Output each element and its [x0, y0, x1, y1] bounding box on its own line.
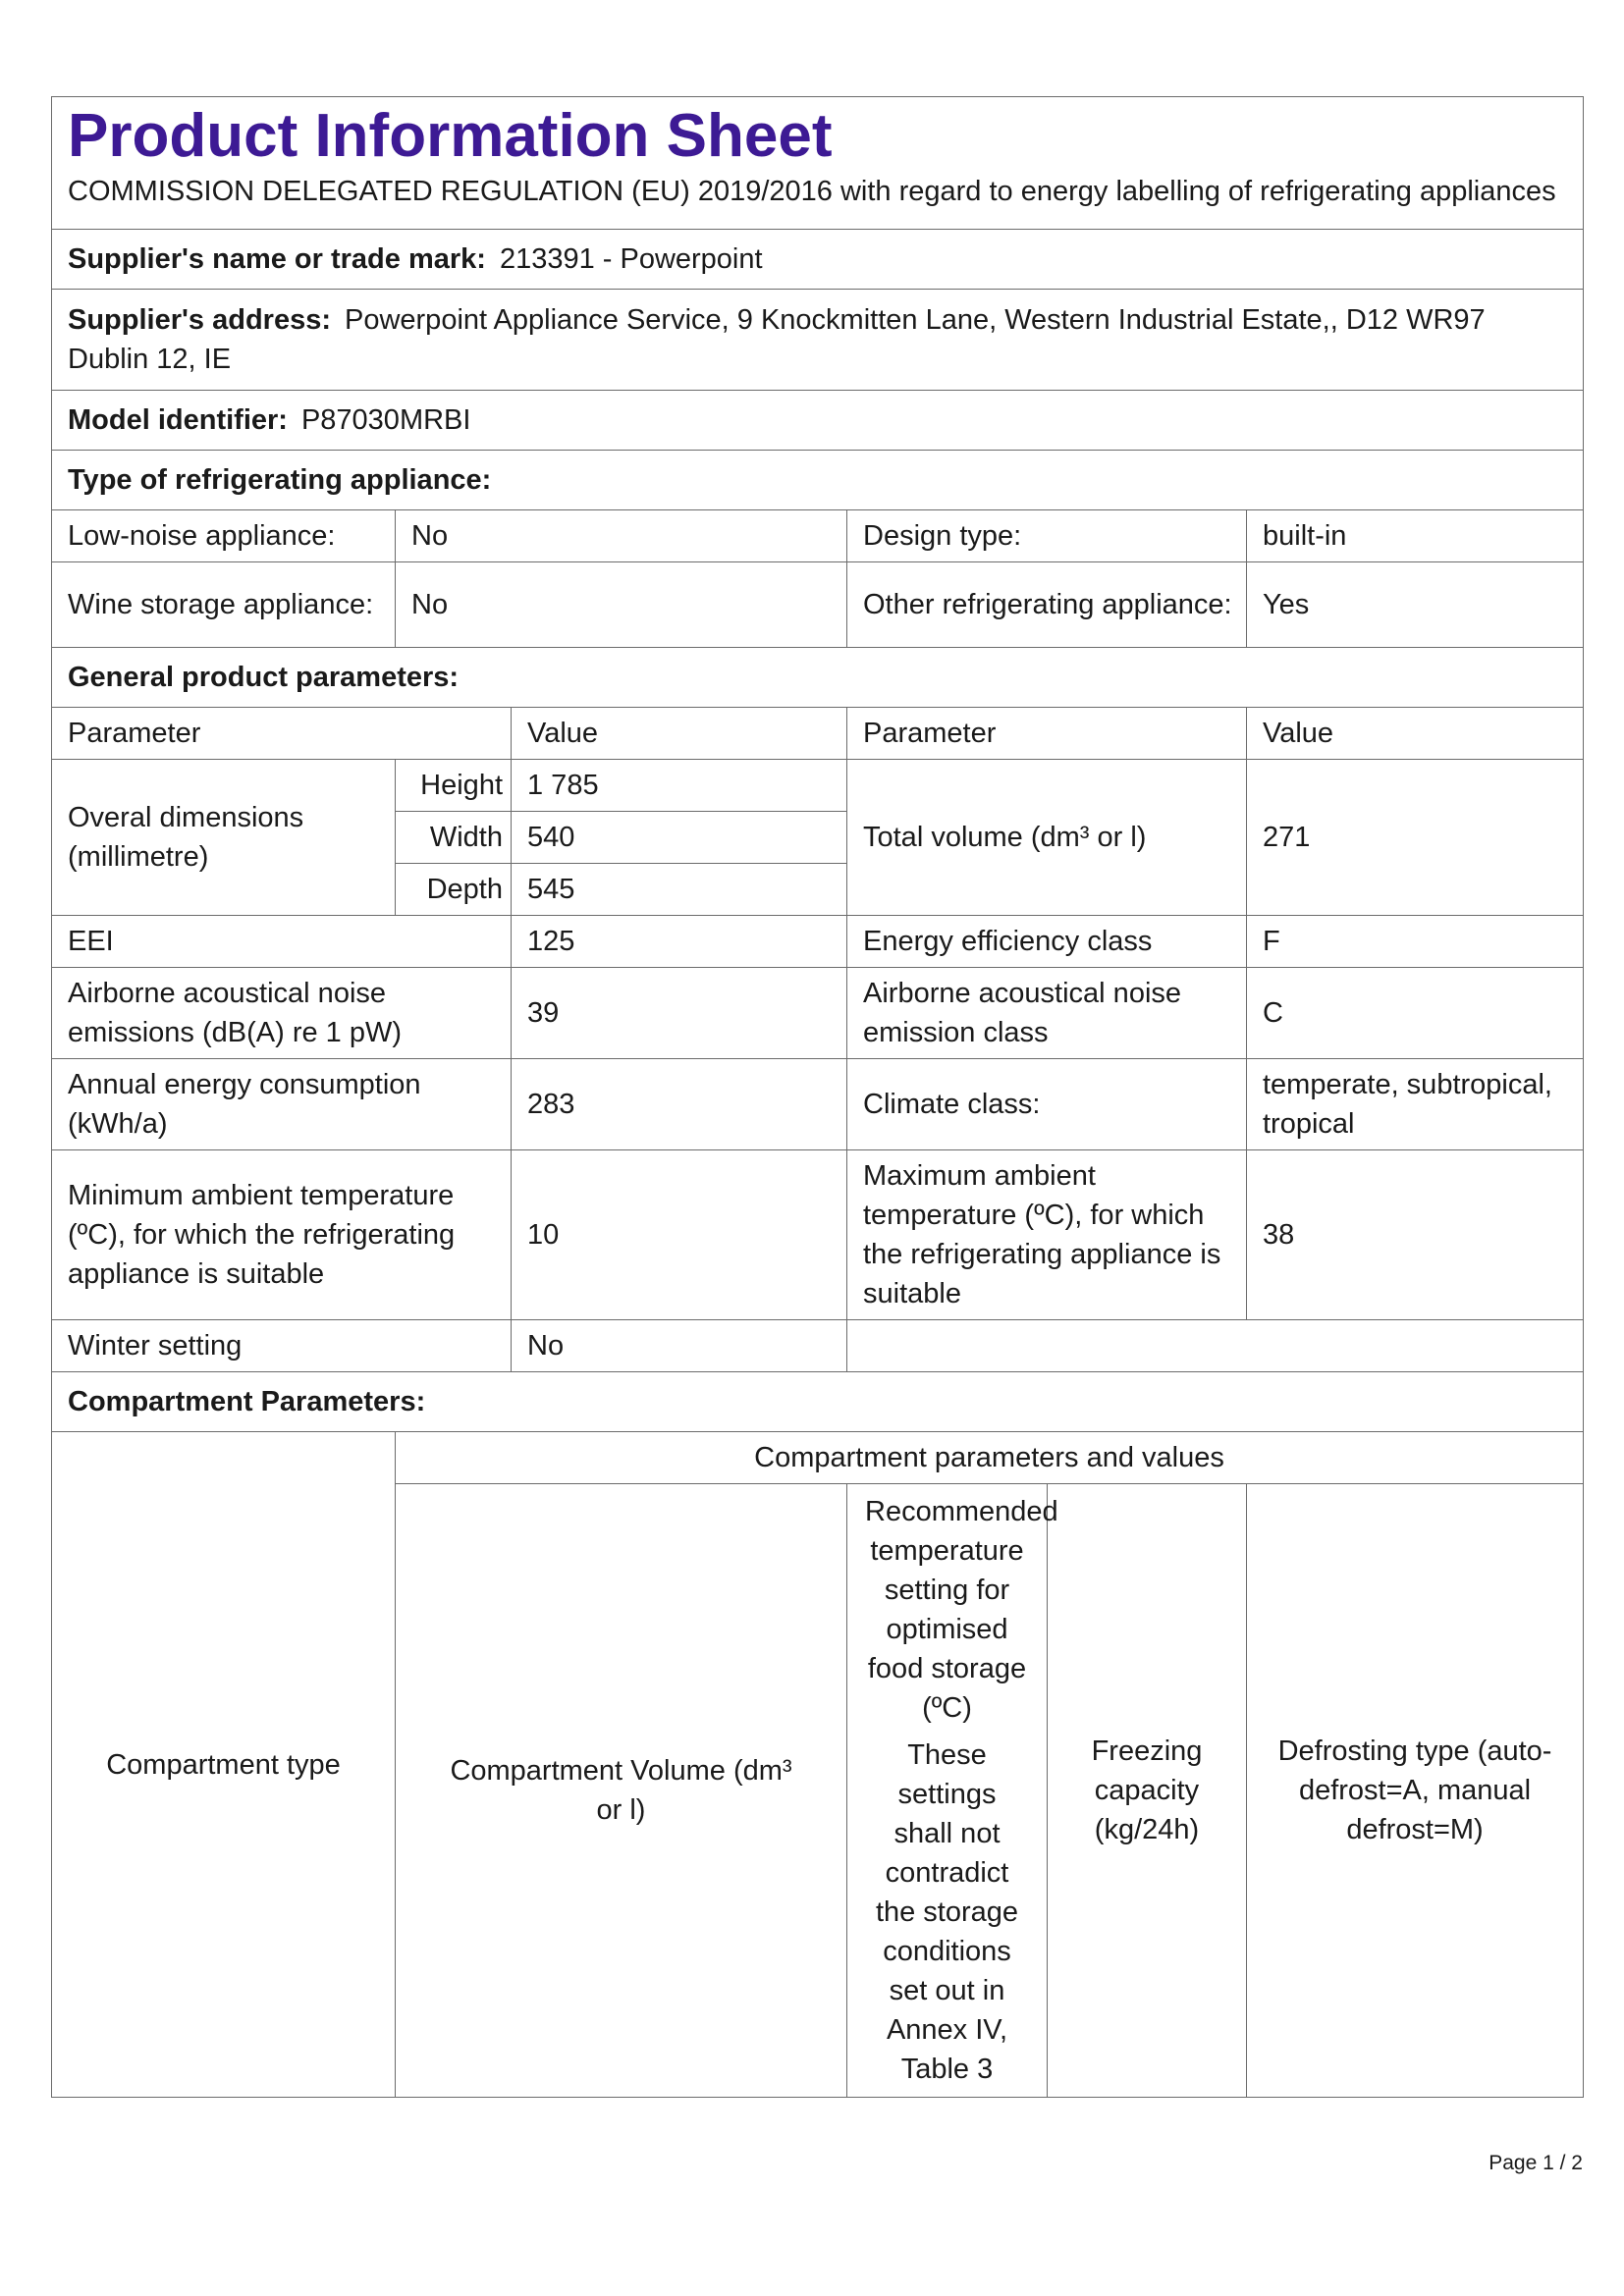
supplier-address-label: Supplier's address:: [68, 304, 331, 336]
other-value: Yes: [1247, 562, 1584, 648]
supplier-address-value: Powerpoint Appliance Service, 9 Knockmitten Lane, Western Industrial Estate,, D12 WR97 Dublin 12, IE: [68, 304, 1486, 375]
eei-label: EEI: [52, 916, 512, 968]
general-heading: General product parameters:: [52, 648, 1584, 708]
other-label: Other refrigerating appliance:: [847, 562, 1247, 648]
min-temp-value: 10: [512, 1150, 847, 1320]
info-table: [51, 96, 1584, 2098]
col-compartment-type: Compartment type: [52, 1432, 396, 2098]
model-label: Model identifier:: [68, 404, 288, 436]
supplier-name-label: Supplier's name or trade mark:: [68, 243, 486, 275]
depth-value: 545: [512, 864, 847, 916]
noise-row: [52, 968, 1584, 1059]
col-parameter-left: Parameter: [52, 708, 512, 760]
col-compartment-volume: Compartment Volume (dm³ or l): [396, 1484, 847, 2098]
general-header-row: [52, 708, 1584, 760]
eei-value: 125: [512, 916, 847, 968]
type-heading-row: [52, 451, 1584, 510]
low-noise-row: [52, 510, 1584, 562]
model-row: [52, 391, 1584, 451]
low-noise-label: Low-noise appliance:: [52, 510, 396, 562]
noise-value: 39: [512, 968, 847, 1059]
annual-value: 283: [512, 1059, 847, 1150]
col-freezing-capacity: Freezing capacity (kg/24h): [1048, 1484, 1247, 2098]
col-value-left: Value: [512, 708, 847, 760]
wine-row: [52, 562, 1584, 648]
compartment-heading-row: [52, 1372, 1584, 1432]
compartment-group-row: [52, 1432, 1584, 1484]
winter-value: No: [512, 1320, 847, 1372]
total-volume-label: Total volume (dm³ or l): [847, 760, 1247, 916]
model-value: P87030MRBI: [300, 404, 471, 436]
depth-label: Depth: [396, 864, 512, 916]
total-volume-value: 271: [1247, 760, 1584, 916]
winter-empty-cell: [847, 1320, 1584, 1372]
low-noise-value: No: [396, 510, 847, 562]
wine-value: No: [396, 562, 847, 648]
supplier-name-value: 213391 - Powerpoint: [499, 243, 763, 275]
temperature-row: [52, 1150, 1584, 1320]
recommended-temp-text: Recommended temperature setting for optimised food storage (ºC): [865, 1496, 1058, 1724]
compartment-heading: Compartment Parameters:: [52, 1372, 1584, 1432]
energy-class-label: Energy efficiency class: [847, 916, 1247, 968]
winter-row: [52, 1320, 1584, 1372]
col-value-right: Value: [1247, 708, 1584, 760]
design-type-label: Design type:: [847, 510, 1247, 562]
climate-value: temperate, subtropical, tropical: [1247, 1059, 1584, 1150]
wine-label: Wine storage appliance:: [52, 562, 396, 648]
height-label: Height: [396, 760, 512, 812]
title-row: [52, 97, 1584, 230]
max-temp-value: 38: [1247, 1150, 1584, 1320]
winter-label: Winter setting: [52, 1320, 512, 1372]
min-temp-label: Minimum ambient temperature (ºC), for which the refrigerating appliance is suitable: [52, 1150, 512, 1320]
annual-row: [52, 1059, 1584, 1150]
width-label: Width: [396, 812, 512, 864]
type-heading: Type of refrigerating appliance:: [52, 451, 1584, 510]
width-value: 540: [512, 812, 847, 864]
product-information-sheet: [51, 96, 1583, 2098]
noise-label: Airborne acoustical noise emissions (dB(A) re 1 pW): [52, 968, 512, 1059]
annual-label: Annual energy consumption (kWh/a): [52, 1059, 512, 1150]
height-row: [52, 760, 1584, 812]
regulation-text: COMMISSION DELEGATED REGULATION (EU) 2019/2016 with regard to energy labelling of refrigerating appliances: [68, 176, 1556, 207]
storage-conditions-text: These settings shall not contradict the storage conditions set out in Annex IV, Table 3: [875, 1739, 1019, 2085]
energy-class-value: F: [1247, 916, 1584, 968]
eei-row: [52, 916, 1584, 968]
col-defrosting-type: Defrosting type (auto-defrost=A, manual defrost=M): [1247, 1484, 1584, 2098]
noise-class-label: Airborne acoustical noise emission class: [847, 968, 1247, 1059]
page-number: Page 1 / 2: [1489, 2152, 1583, 2174]
page-title: Product Information Sheet: [68, 102, 833, 170]
supplier-address-row: [52, 290, 1584, 391]
climate-label: Climate class:: [847, 1059, 1247, 1150]
supplier-name-row: [52, 230, 1584, 290]
design-type-value: built-in: [1247, 510, 1584, 562]
dimensions-label: Overal dimensions (millimetre): [52, 760, 396, 916]
max-temp-label: Maximum ambient temperature (ºC), for which the refrigerating appliance is suitable: [847, 1150, 1247, 1320]
col-recommended-temp: [847, 1484, 1058, 2098]
height-value: 1 785: [512, 760, 847, 812]
compartment-group-header: Compartment parameters and values: [396, 1432, 1584, 1484]
general-heading-row: [52, 648, 1584, 708]
noise-class-value: C: [1247, 968, 1584, 1059]
col-parameter-right: Parameter: [847, 708, 1247, 760]
